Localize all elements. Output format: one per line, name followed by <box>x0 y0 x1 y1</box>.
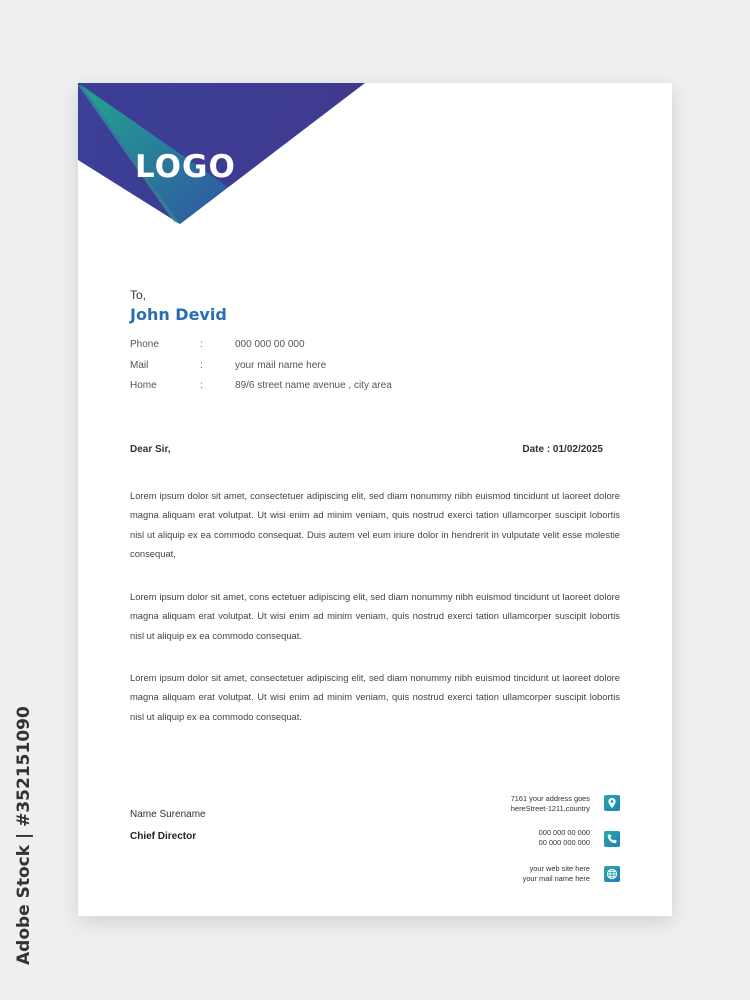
contact-separator: : <box>200 380 203 391</box>
contact-separator: : <box>200 359 203 371</box>
contact-separator: : <box>200 339 203 350</box>
contact-label: Phone <box>130 339 159 350</box>
footer-phone-line: 00 000 000 000 <box>538 838 590 848</box>
body-paragraph: Lorem ipsum dolor sit amet, cons ectetuer adipiscing elit, sed diam nonummy nibh euismod tincidunt ut laoreet dolore magna aliquam erat volutpat. Ut wisi enim ad minim veniam, quis nostrud exerci tation ullamcorper suscipit lobortis nisl ut aliquip ex ea commodo consequat. <box>130 591 620 641</box>
stock-credit-text: Adobe Stock | #352151090 <box>14 706 34 965</box>
footer-phones <box>539 828 590 849</box>
footer-address-line: 7161 your address goes <box>510 794 590 803</box>
recipient-name: John Devid <box>130 305 227 324</box>
contact-row-mail <box>130 360 530 381</box>
globe-icon <box>604 866 620 882</box>
contact-value: 89/6 street name avenue , city area <box>235 380 392 391</box>
footer-web-line: your mail name here <box>522 874 590 884</box>
greeting: Dear Sir, <box>130 444 171 455</box>
body-paragraph: Lorem ipsum dolor sit amet, consectetuer adipiscing elit, sed diam nonummy nibh euismod tincidunt ut laoreet dolore magna aliquam erat volutpat. Ut wisi enim ad minim veniam, quis nostrud exerci tation ullamcorper suscipit lobortis nisl ut aliquip ex ea commodo consequat. Duis autem vel eum iriure dolor in hendrerit in vulputate velit esse molestie consequat, <box>130 490 620 560</box>
body-paragraph: Lorem ipsum dolor sit amet, consectetuer adipiscing elit, sed diam nonummy nibh euismod tincidunt ut laoreet dolore magna aliquam erat volutpat. Ut wisi enim ad minim veniam, quis nostrud exerci tation ullamcorper suscipit lobortis nisl ut aliquip ex ea commodo consequat. <box>130 672 620 722</box>
location-pin-icon <box>604 795 620 811</box>
to-label: To, <box>130 288 147 302</box>
letterhead-sheet <box>78 83 672 916</box>
footer-address-line: hereStreet-1211,country <box>510 804 590 814</box>
contact-value: 000 000 00 000 <box>235 339 305 350</box>
footer-web <box>523 864 590 885</box>
footer-address <box>511 794 590 815</box>
footer-web-line: your web site here <box>529 864 590 873</box>
recipient-contact-details <box>130 339 530 401</box>
stock-credit-watermark <box>12 706 36 985</box>
signer-name: Name Surename <box>130 809 206 820</box>
contact-row-phone <box>130 339 530 360</box>
contact-label: Home <box>130 380 157 391</box>
phone-icon <box>604 831 620 847</box>
footer-phone-line: 000 000 00 000 <box>538 828 590 837</box>
logo: LOGO <box>135 149 236 185</box>
contact-row-home <box>130 380 530 401</box>
contact-value: your mail name here <box>235 359 327 371</box>
letter-date: Date : 01/02/2025 <box>522 444 603 455</box>
signer-title: Chief Director <box>130 831 197 842</box>
contact-label: Mail <box>130 359 149 371</box>
